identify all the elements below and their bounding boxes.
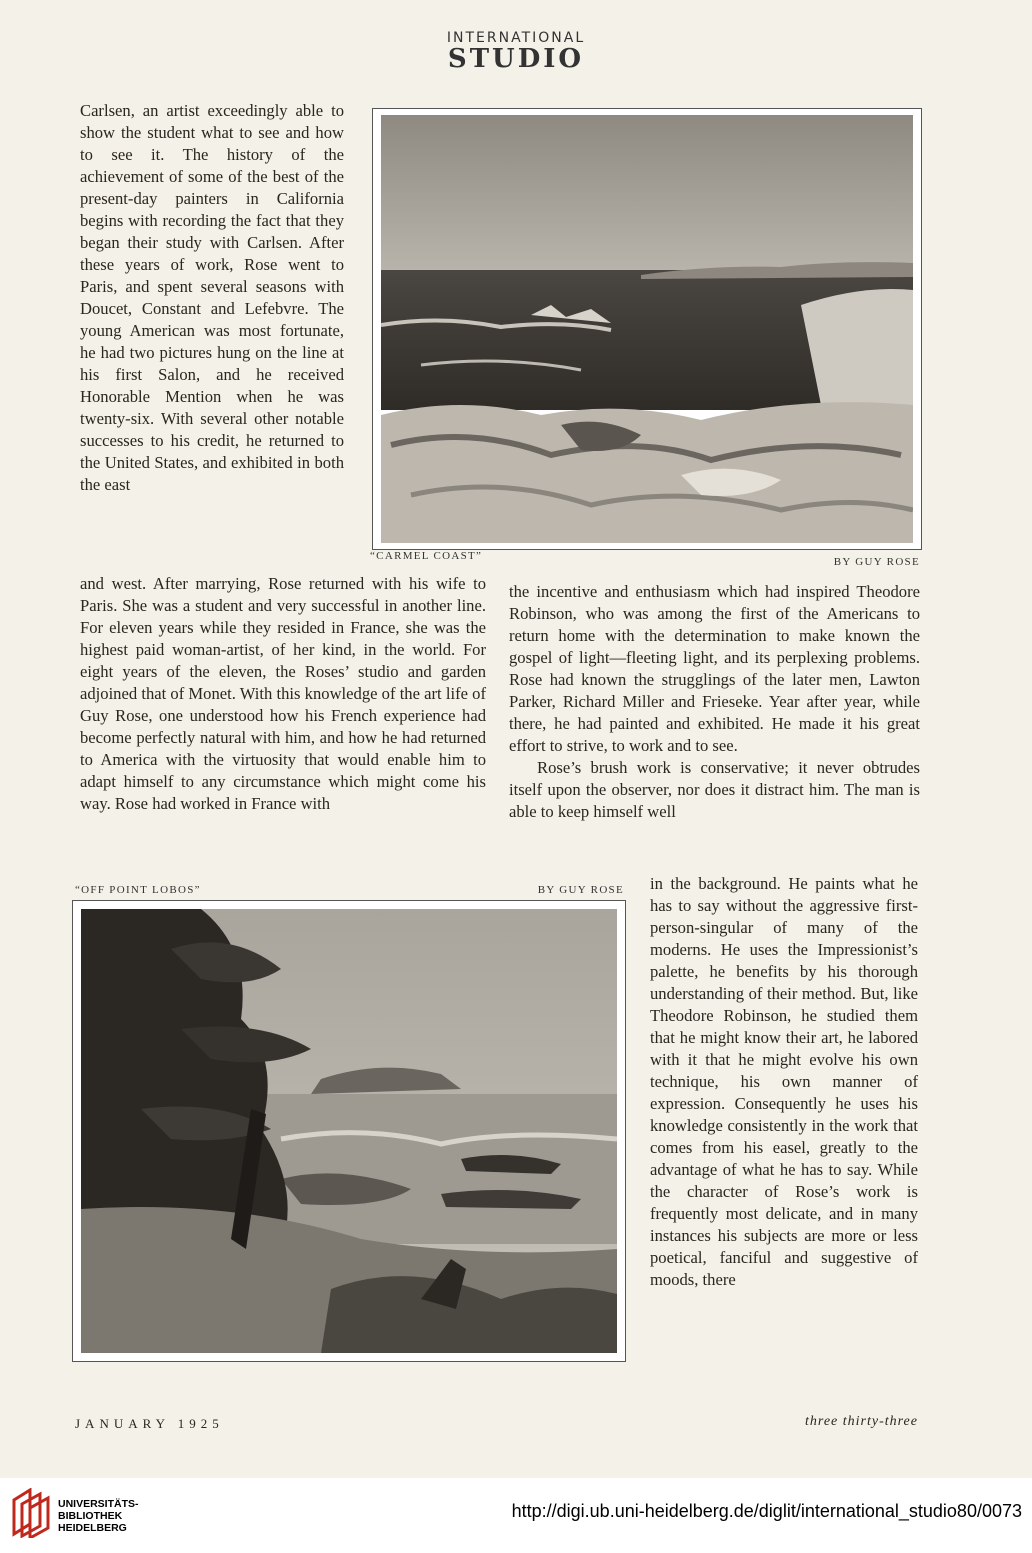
caption-off-point-lobos-artist: BY GUY ROSE	[537, 884, 624, 896]
paragraph: and west. After marrying, Rose returned with his wife to Paris. She was a student and very successful in another line. For eleven years while they resided in France, she was the highest paid woman-artist, of her kind, in the world. For eight years of the eleven, the Roses’ studio and garden adjoined that of Monet. With this knowledge of the art life of Guy Rose, one understood how his French experience had become perfectly natural with him, and how he had returned to America with the virtuosity that would enable him to adapt himself to any circumstance which might come his way. Rose had worked in France with	[80, 574, 486, 813]
masthead	[0, 30, 1032, 72]
library-logo-text	[58, 1498, 139, 1534]
paragraph: Rose’s brush work is conservative; it never obtrudes itself upon the observer, nor does it distract him. The man is able to keep himself well	[509, 758, 920, 821]
paragraph: in the background. He paints what he has to say without the aggressive first-person-singular of many of the moderns. He uses the Impressionist’s palette, he benefits by his thorough understanding of their method. But, like Theodore Robinson, he studied them that he might know their art, he labored with it that he might evolve his own technique, his own manner of expression. Consequently he uses his knowledge consistently in the work that comes from his easel, greatly to the advantage of what he has to say. While the character of Rose’s work is frequently most delicate, and in many instances his subjects are more or less poetical, fanciful and suggestive of moods, there	[650, 874, 918, 1289]
footer-date: JANUARY 1925	[75, 1416, 224, 1431]
column-mid-left	[80, 573, 486, 815]
caption-carmel-coast-title: “CARMEL COAST”	[370, 550, 483, 562]
masthead-top: INTERNATIONAL	[446, 30, 586, 46]
column-bottom-right	[650, 873, 918, 1291]
masthead-title: STUDIO	[447, 44, 585, 74]
footer-page-number: three thirty-three	[805, 1414, 918, 1429]
library-name-line: BIBLIOTHEK	[58, 1510, 123, 1522]
paragraph: the incentive and enthusiasm which had inspired Theodore Robinson, who was among the first of the Americans to return home with the determination to make known the gospel of light—fleeting light, and its perplexing problems. Rose had known the strugglings of the later men, Lawton Parker, Richard Miller and Frieseke. Year after year, while there, he had painted and exhibited. He made it his great effort to strive, to work and to see.	[509, 582, 920, 755]
library-logo-icon	[10, 1488, 52, 1538]
column-top-left	[80, 100, 344, 496]
painting-off-point-lobos-frame	[72, 900, 626, 1362]
library-bar	[0, 1478, 1032, 1553]
painting-carmel-coast	[381, 115, 913, 543]
painting-off-point-lobos	[81, 909, 617, 1353]
column-mid-right	[509, 581, 920, 823]
paragraph: Carlsen, an artist exceedingly able to show the student what to see and how to see it. The history of the achievement of some of the best of the present-day painters in California begins with recording the fact that they began their study with Carlsen. After these years of work, Rose went to Paris, and spent several seasons with Doucet, Constant and Lefebvre. The young American was most fortunate, he had two pictures hung on the line at his first Salon, and he received Honorable Mention when he was twenty-six. With several other notable successes to his credit, he returned to the United States, and exhibited in both the east	[80, 101, 344, 494]
library-name-line: UNIVERSITÄTS-	[58, 1498, 139, 1510]
source-url-link[interactable]: http://digi.ub.uni-heidelberg.de/diglit/international_studio80/0073	[511, 1501, 1022, 1521]
painting-carmel-coast-frame	[372, 108, 922, 550]
library-name-line: HEIDELBERG	[58, 1522, 127, 1534]
caption-carmel-coast-artist: BY GUY ROSE	[833, 556, 920, 568]
caption-off-point-lobos-title: “OFF POINT LOBOS”	[75, 884, 201, 896]
